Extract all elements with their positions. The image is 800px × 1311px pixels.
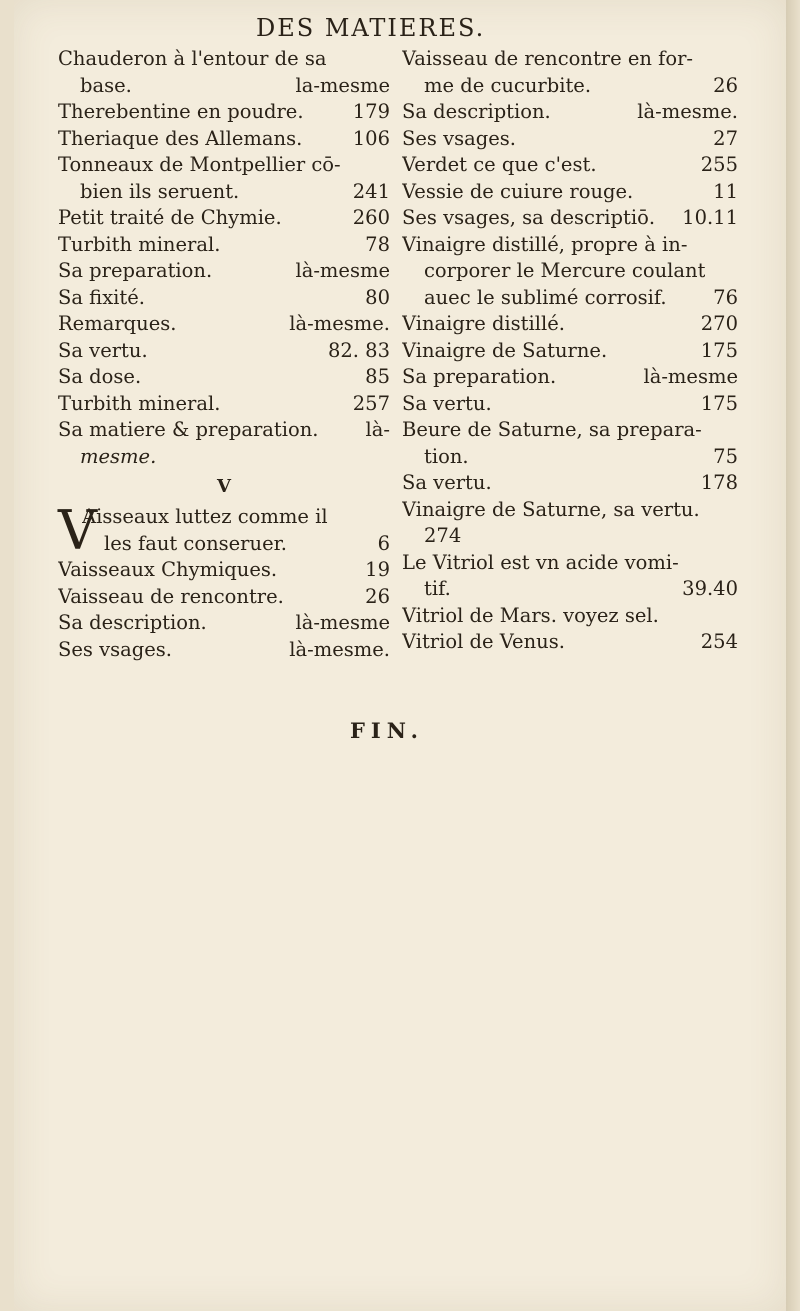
index-column-left	[58, 46, 390, 663]
entry-text: Aisseaux luttez comme il	[82, 505, 328, 528]
index-entry	[402, 152, 738, 179]
index-entry	[82, 504, 390, 531]
entry-text: Sa matiere & preparation.	[58, 418, 319, 441]
entry-text: 274	[424, 524, 462, 547]
entry-page: 75	[713, 444, 738, 468]
index-entry	[58, 311, 390, 338]
entry-text: Ses vsages, sa descriptiō.	[402, 206, 656, 229]
entries-t	[58, 46, 390, 470]
entry-text: Sa preparation.	[58, 259, 213, 282]
fin-mark: FIN.	[350, 718, 424, 743]
entry-text: Vinaigre distillé, propre à in-	[402, 232, 688, 256]
entry-text: Turbith mineral.	[58, 391, 221, 415]
entry-text: Petit traité de Chymie.	[58, 206, 282, 229]
entry-text: Turbith mineral.	[58, 232, 221, 256]
entry-text: bien ils seruent.	[80, 179, 240, 203]
index-entry	[58, 73, 390, 100]
entry-page: 26	[713, 73, 738, 97]
entry-text: Vaisseau de rencontre.	[58, 584, 284, 608]
index-entry	[402, 576, 738, 603]
index-entry	[58, 444, 390, 471]
entry-page: là-mesme	[295, 259, 390, 282]
index-entry	[58, 285, 390, 312]
entry-text: Theriaque des Allemans.	[58, 126, 303, 150]
index-entry	[58, 46, 390, 73]
entry-text: Beure de Saturne, sa prepara-	[402, 418, 702, 441]
entry-text: Tonneaux de Montpellier cō-	[58, 153, 341, 176]
entry-text: Sa fixité.	[58, 285, 145, 309]
entry-page: là-mesme.	[289, 312, 390, 335]
entry-text: Verdet ce que c'est.	[402, 153, 597, 176]
entry-text: Sa preparation.	[402, 365, 557, 388]
entry-page: 241	[352, 179, 390, 203]
entry-page: 11	[713, 179, 738, 203]
entry-text: les faut conseruer.	[104, 531, 287, 555]
index-entry	[402, 603, 738, 630]
entry-page: 257	[352, 391, 390, 415]
index-entry	[58, 391, 390, 418]
index-entry	[58, 364, 390, 391]
entry-text: Sa description.	[58, 611, 207, 634]
entry-text: Vinaigre de Saturne, sa vertu.	[402, 497, 700, 521]
index-entry	[82, 531, 390, 558]
entry-page: 19	[365, 558, 390, 581]
entry-page: 175	[700, 338, 738, 362]
entry-page: 85	[365, 365, 390, 388]
entry-text: Sa vertu.	[402, 471, 492, 494]
entry-page: 254	[700, 630, 738, 653]
entry-text: me de cucurbite.	[424, 73, 592, 97]
entry-text: Chauderon à l'entour de sa	[58, 47, 327, 70]
index-entry	[58, 584, 390, 611]
entry-page: 106	[352, 126, 390, 150]
entries-v-continued	[402, 46, 738, 656]
entry-page: là-mesme	[643, 365, 738, 388]
index-entry	[402, 470, 738, 497]
entry-page: 80	[365, 285, 390, 309]
index-entry	[402, 391, 738, 418]
index-entry	[402, 523, 738, 550]
index-entry	[402, 364, 738, 391]
index-entry	[402, 417, 738, 444]
index-entry	[58, 258, 390, 285]
entry-text: Vitriol de Venus.	[402, 630, 565, 653]
entry-page: là-mesme	[295, 611, 390, 634]
drop-cap-entry	[58, 499, 390, 562]
entries-v	[58, 557, 390, 663]
entry-text: Vitriol de Mars. voyez sel.	[402, 603, 659, 627]
index-entry	[402, 444, 738, 471]
entry-page: 27	[713, 126, 738, 150]
entry-page: 270	[700, 312, 738, 335]
entry-page: 26	[365, 584, 390, 608]
entry-text: base.	[80, 73, 132, 97]
index-entry	[402, 99, 738, 126]
index-entry	[58, 417, 390, 444]
entry-page: 255	[700, 153, 738, 176]
entry-page: 78	[365, 232, 390, 256]
entry-page: 179	[352, 100, 390, 123]
index-entry	[58, 557, 390, 584]
index-entry	[402, 497, 738, 524]
page-edge	[786, 0, 800, 1311]
index-entry	[402, 629, 738, 656]
index-entry	[58, 179, 390, 206]
index-entry	[402, 550, 738, 577]
entry-page: là-mesme.	[637, 100, 738, 123]
entry-text: Vinaigre distillé.	[402, 312, 565, 335]
entry-text: Vaisseau de rencontre en for-	[402, 47, 694, 70]
index-entry	[58, 152, 390, 179]
index-entry	[402, 46, 738, 73]
entry-text: Vaisseaux Chymiques.	[58, 558, 278, 581]
entry-page: 6	[377, 531, 390, 555]
entry-text: Remarques.	[58, 312, 177, 335]
running-head: DES MATIERES.	[256, 14, 486, 42]
entry-text: Sa vertu.	[402, 391, 492, 415]
index-column-right	[402, 46, 738, 656]
index-entry	[402, 285, 738, 312]
index-entry	[402, 311, 738, 338]
index-entry	[402, 258, 738, 285]
entry-page: 39.40	[682, 577, 738, 600]
index-entry	[58, 610, 390, 637]
index-entry	[58, 637, 390, 664]
entry-text: tif.	[424, 577, 451, 600]
entry-page: 175	[700, 391, 738, 415]
index-entry	[402, 232, 738, 259]
entry-text: Ses vsages.	[58, 637, 172, 661]
entry-page: la-mesme	[295, 73, 390, 97]
entry-text: mesme.	[80, 444, 157, 468]
index-entry	[402, 179, 738, 206]
index-entry	[402, 338, 738, 365]
entry-page: là-mesme.	[289, 637, 390, 661]
entry-text: corporer le Mercure coulant	[424, 259, 706, 282]
entry-page: 76	[713, 285, 738, 309]
index-entry	[58, 205, 390, 232]
entry-page: 260	[352, 206, 390, 229]
index-entry	[58, 126, 390, 153]
entry-text: Sa vertu.	[58, 338, 148, 362]
entry-text: Therebentine en poudre.	[58, 100, 304, 123]
entry-page: 82. 83	[327, 338, 390, 362]
entry-page: là-	[365, 418, 390, 441]
entry-text: tion.	[424, 444, 469, 468]
index-entry	[402, 205, 738, 232]
entry-page: 10.11	[682, 206, 738, 229]
entry-text: Sa dose.	[58, 365, 142, 388]
index-entry	[402, 73, 738, 100]
entry-text: Vinaigre de Saturne.	[402, 338, 608, 362]
index-entry	[58, 338, 390, 365]
drop-cap: V	[58, 499, 97, 562]
entry-text: Le Vitriol est vn acide vomi-	[402, 550, 679, 574]
index-entry	[58, 99, 390, 126]
entry-text: Sa description.	[402, 100, 551, 123]
entry-text: Vessie de cuiure rouge.	[402, 179, 634, 203]
index-entry	[402, 126, 738, 153]
index-entry	[58, 232, 390, 259]
section-letter: V	[217, 476, 231, 497]
drop-cap-lines	[82, 504, 390, 557]
entry-page: 178	[700, 471, 738, 494]
entry-text: Ses vsages.	[402, 126, 516, 150]
entry-text: auec le sublimé corrosif.	[424, 285, 667, 309]
